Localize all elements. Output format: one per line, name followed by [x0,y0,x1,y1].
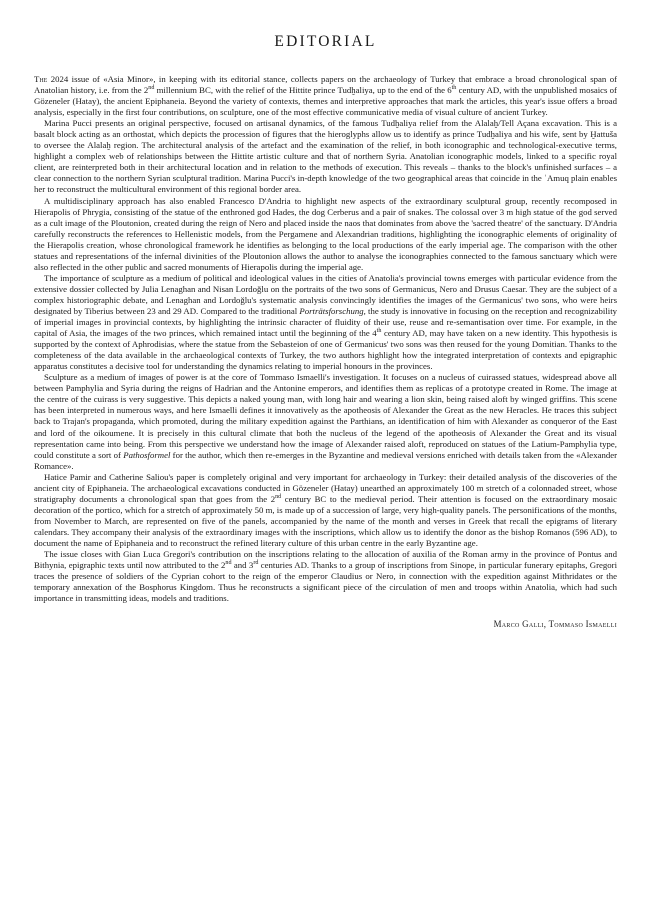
paragraph-3 [34,196,617,273]
ordinal-suffix: nd [275,493,282,500]
text-run: century BC to the medieval period. Their attention is focused on the extraordinary mosaic decoration of the portico, which for a stretch of approximately 50 m, is made up of a succession of large, very high-quality panels. The personifications of the months, from November to March, are represented on five of the panels, accompanied by the name of the month and verses in Greek that recall the epigrams of literary calendars. They accompany their analysis of the extraordinary images with the inscriptions, which allow us to identify the donor as the bishop Romanos (596 AD), to document the name of Epiphaneia and to reconstruct the refined literary culture of this urban centre in the early Byzantine age. [34,493,617,548]
ordinal-suffix: nd [225,560,232,567]
text-run: Sculpture as a medium of images of power is at the core of Tommaso Ismaelli's investigation. It focuses on a nucleus of cuirassed statues, widespread above all between Pamphylia and Syria during the reigns of Hadrian and the Antonine emperors, and identifies them as replicas of a prototype created in Rome. The image at the centre of the cuirass is very suggestive. This depicts a naked young man, with long hair and wearing a lion skin, being raised aloft by winged griffins. This scene has been interpreted in numerous ways, and here Ismaelli defines it innovatively as the apotheosis of Alexander the Great as the new Heracles. He traces this subject back to Trajan's propaganda, which promoted, during the military expedition against the Parthians, an identification of him with Alexander as conqueror of the East and lord of the oikoumene. It is precisely in this cultural climate that both the nucleus of the legend of the apotheosis of Alexander the Great and its visual representation came into being. From this perspective we understand how the image of Alexander raised aloft, reproduced on statues of the Latium-Pamphylia type, could constitute a sort of [34,372,617,460]
ordinal-suffix: th [376,328,382,335]
ordinal-suffix: nd [148,85,155,92]
text-run: 2024 issue of «Asia Minor», in keeping with its editorial stance, collects papers on the archaeology of Turkey that embrace a broad chronological span of Anatolian history, i.e. from the 2 [34,74,617,96]
text-run: The importance of sculpture as a medium of political and ideological values in the cities of Anatolia's provincial towns emerges with particular evidence from the extensive dossier collected by Julia Lenaghan and Nisan Lordoğlu on the portraits of the two sons of Germanicus, Nero and Drusus Caesar. They are the subject of a complex historiographic debate, and Lenaghan and Lordoğlu's systematic analysis convincingly identifies the images of the Germanicus' two sons, who were heirs designated by Tiberius between 23 and 29 AD. Compared to the traditional [34,272,617,316]
text-run: The issue closes with Gian Luca Gregori's contribution on the inscriptions relating to the allocation of auxilia of the Roman army in the province of Pontus and Bithynia, epigraphic texts until now attributed to the 2 [34,549,617,571]
authors-signature: Marco Galli, Tommaso Ismaelli [493,619,617,630]
text-run: A multidisciplinary approach has also enabled Francesco D'Andria to highlight new aspects of the extraordinary sculptural group, recently recomposed in Hierapolis of Phrygia, consisting of the statue of the enthroned god Hades, the dog Cerberus and a pair of snakes. The colossal over 3 m high statue of the god served as a cult image of the Ploutonion, created during the reign of Nero and placed inside the naos that dominates from above the 'sacred theatre' of the sanctuary. D'Andria carefully reconstructs the references to Hellenistic models, from the Pergamene and Alexandrian traditions, highlighting the iconographic elements of originality of the Hierapolis creation, whose chronological framework he identifies as belonging to the local productions of the early imperial age. The comparison with the other statues and representations of the infernal divinities of the Ploutonion allows the author to analyse the iconographies connected to the famous sanctuary which were also reflected in the other public and sacred monuments of Hierapolis during the imperial age. [34,195,617,272]
paragraph-2 [34,118,617,195]
text-run: millennium BC, with the relief of the Hittite prince Tudḫaliya, up to the end of the 6 [154,85,452,96]
text-run: Marina Pucci presents an original perspective, focused on artisanal dynamics, of the famous Tudḫaliya relief from the Alalaḫ/Tell Açana excavation. This is a basalt block acting as an orthostat, which depicts the procession of figures that the hieroglyphs allow us to identify as prince Tudḫaliya and his wife, sent by Ḫattuša to oversee the Alalaḫ region. The architectural analysis of the artefact and the examination of the relief, in both iconographic and technological-executive terms, highlight a complex web of relationships between the Hittite artistic culture and that of northern Syria. Anatolian iconographic models, linked to a specific royal client, are reinterpreted both in their architectural location and in relation to the methods of execution. This reveals – thanks to the block's unfinished surfaces – a clear connection to the northern Syrian sculptural tradition. Marina Pucci's in-depth knowledge of the two geographical areas that coincide in the ʿAmuq plain enables her to reconstruct the multicultural environment of this regional border area. [34,118,617,195]
text-run: centuries AD. Thanks to a group of inscriptions from Sinope, in particular funerary epitaphs, Gregori traces the presence of soldiers of the Cyprian cohort to the reign of the emperor Claudius or Nero, in connection with the expedition against Mithridates or the temporary annexation of the Bosphorus Kingdom. Thus he reconstructs a significant piece of the circulation of men and troops within Anatolia, which had such importance in transmitting ideas, models and traditions. [34,560,617,604]
text-run: century AD, with the unpublished mosaics of Gözeneler (Hatay), the ancient Epiphaneia. Beyond the variety of contexts, themes and interpretive approaches that mark the articles, this year's issue offers a broad analysis, especially in the first four contributions, on sculpture, one of the most effective communicative media of visual culture of ancient Turkey. [34,85,617,118]
italic-term: Porträtsforschung [299,305,364,316]
text-run: for the author, which then re-emerges in the Byzantine and medieval versions enriched with details taken from the «Alexander Romance». [34,449,617,471]
paragraph-1 [34,74,617,118]
text-run: and 3 [231,560,254,571]
paragraph-4 [34,273,617,372]
editorial-body [34,74,617,604]
paragraph-7 [34,549,617,604]
page-title: EDITORIAL [274,33,377,50]
lead-word: The [34,74,48,84]
italic-term: Pathosformel [123,449,171,460]
text-run: Hatice Pamir and Catherine Saliou's paper is completely original and very important for archaeology in Turkey: their detailed analysis of the discoveries of the ancient city of Epiphaneia. The archaeological excavations conducted in Gözeneler (Hatay) unearthed an approximately 100 m stretch of a colonnaded street, whose stratigraphy documents a chronological span that goes from the 2 [34,471,617,504]
text-run: , the study is innovative in focusing on the reception and recognizability of imperial images in provincial contexts, by highlighting the intrinsic character of fluidity of their use, reuse and re-semantisation over time. For example, in the capital of Asia, the images of the two princes, which remained intact until the beginning of the 4 [34,305,617,339]
text-run: century AD, may have taken on a new identity. This hypothesis is supported by the context of Aphrodisias, where the statue from the Sebasteion of one of Germanicus' two sons was then reused for the young Domitian. Thanks to the completeness of the data available in the archaeological contexts of Turkey, the two authors highlight how the integrated interpretation of contexts and epigraphic apparatus constitutes a decisive tool for understanding the dynamics relating to imperial honours in the provinces. [34,328,618,372]
ordinal-suffix: th [451,85,457,92]
ordinal-suffix: rd [253,560,259,567]
paragraph-5 [34,372,617,471]
paragraph-6 [34,472,617,549]
